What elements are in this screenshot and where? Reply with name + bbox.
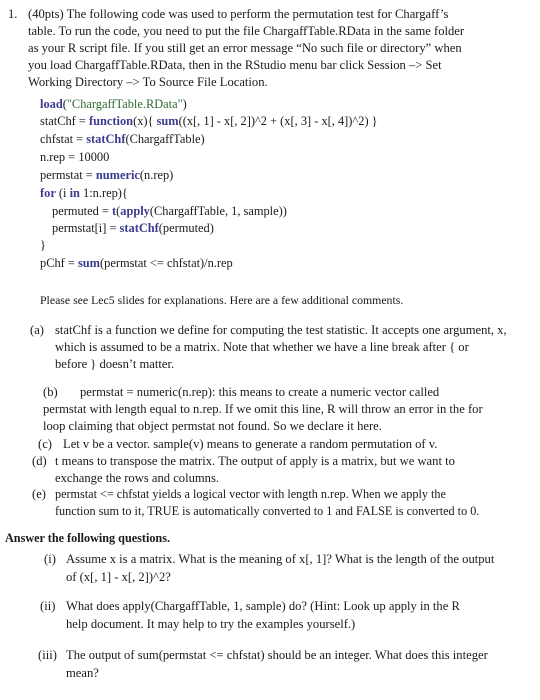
comment-a-line: before } doesn’t matter. bbox=[55, 357, 175, 371]
answer-ii-line: What does apply(ChargaffTable, 1, sample) do? (Hint: Look up apply in the R bbox=[66, 599, 460, 613]
code-line bbox=[40, 97, 187, 112]
comment-a-line: statChf is a function we define for computing the test statistic. It accepts one argument, x, bbox=[55, 323, 507, 337]
answer-iii-line: The output of sum(permstat <= chfstat) should be an integer. What does this integer bbox=[66, 648, 488, 662]
code-token: (permstat <= chfstat)/n.rep bbox=[100, 256, 233, 270]
comment-e-label: (e) bbox=[32, 487, 46, 501]
code-line bbox=[52, 221, 214, 236]
code-token: ( bbox=[116, 204, 121, 218]
code-token: (permuted) bbox=[158, 221, 214, 235]
code-token: (ChargaffTable, 1, sample)) bbox=[149, 204, 287, 218]
code-line bbox=[52, 204, 287, 219]
answer-heading: Answer the following questions. bbox=[5, 531, 171, 545]
code-token: sum bbox=[156, 114, 179, 128]
comment-b-line: loop claiming that object permstat not found. So we declare it here. bbox=[43, 419, 382, 433]
comment-c-label: (c) bbox=[38, 437, 52, 451]
code-token: in bbox=[69, 186, 80, 200]
code-token: statChf bbox=[86, 132, 126, 146]
code-token: ( bbox=[62, 97, 67, 111]
code-token: statChf = bbox=[40, 114, 89, 128]
comment-b-label: (b) bbox=[43, 385, 58, 399]
comment-b-line: permstat = numeric(n.rep): this means to create a numeric vector called bbox=[80, 385, 440, 399]
answer-i-label: (i) bbox=[44, 552, 56, 566]
code-token: "ChargaffTable.RData" bbox=[66, 97, 183, 111]
intro-line: (40pts) The following code was used to perform the permutation test for Chargaff’s bbox=[28, 7, 449, 21]
answer-i-line: Assume x is a matrix. What is the meaning of x[, 1]? What is the length of the output bbox=[66, 552, 495, 566]
code-token: (x){ bbox=[133, 114, 157, 128]
comment-d-label: (d) bbox=[32, 454, 47, 468]
code-line bbox=[40, 114, 378, 129]
code-token: permuted = bbox=[52, 204, 112, 218]
answer-iii-line: mean? bbox=[66, 666, 99, 680]
code-line bbox=[40, 132, 205, 147]
code-token: 10000 bbox=[78, 150, 110, 164]
code-token: apply bbox=[120, 204, 150, 218]
code-token: } bbox=[40, 238, 46, 252]
code-line bbox=[40, 186, 128, 201]
lecture-note: Please see Lec5 slides for explanations. Here are a few additional comments. bbox=[40, 293, 404, 307]
code-token: ((x[, 1] - x[, 2])^2 + (x[, 3] - x[, 4])^2) } bbox=[178, 114, 378, 128]
comment-c-line: Let v be a vector. sample(v) means to generate a random permutation of v. bbox=[63, 437, 438, 451]
code-token: sum bbox=[77, 256, 101, 270]
answer-i-line: of (x[, 1] - x[, 2])^2? bbox=[66, 570, 171, 584]
code-token: pChf = bbox=[40, 256, 78, 270]
code-token: 1:n.rep){ bbox=[79, 186, 128, 200]
answer-iii-label: (iii) bbox=[38, 648, 57, 662]
intro-line: Working Directory –> To Source File Location. bbox=[28, 75, 268, 89]
code-line bbox=[40, 150, 109, 165]
comment-b-line: permstat with length equal to n.rep. If we omit this line, R will throw an error in the for bbox=[43, 402, 483, 416]
comment-a-label: (a) bbox=[30, 323, 44, 337]
comment-d-line: exchange the rows and columns. bbox=[55, 471, 220, 485]
code-token: (i bbox=[55, 186, 70, 200]
code-line bbox=[40, 238, 46, 253]
question-number: 1. bbox=[8, 7, 18, 21]
code-line bbox=[40, 168, 173, 183]
code-token: function bbox=[88, 114, 134, 128]
answer-ii-label: (ii) bbox=[40, 599, 56, 613]
comment-e-line: function sum to it, TRUE is automatically converted to 1 and FALSE is converted to 0. bbox=[55, 504, 480, 518]
code-line bbox=[40, 256, 233, 271]
comment-e-line: permstat <= chfstat yields a logical vector with length n.rep. When we apply the bbox=[55, 487, 446, 501]
code-token: (n.rep) bbox=[139, 168, 174, 182]
code-token: permstat[i] = bbox=[52, 221, 120, 235]
code-token: numeric bbox=[95, 168, 140, 182]
intro-line: as your R script file. If you still get an error message “No such file or directory” when bbox=[28, 41, 462, 55]
answer-ii-line: help document. It may help to try the examples yourself.) bbox=[66, 617, 356, 631]
comment-a-line: which is assumed to be a matrix. Note that whether we have a line break after { or bbox=[55, 340, 469, 354]
code-token: n.rep = bbox=[40, 150, 79, 164]
code-token: for bbox=[40, 186, 56, 200]
intro-line: table. To run the code, you need to put the file ChargaffTable.RData in the same folder bbox=[28, 24, 465, 38]
intro-line: you load ChargaffTable.RData, then in the RStudio menu bar click Session –> Set bbox=[28, 58, 442, 72]
code-token: chfstat = bbox=[40, 132, 87, 146]
code-token: t bbox=[111, 204, 117, 218]
code-token: statChf bbox=[119, 221, 159, 235]
code-token: ) bbox=[182, 97, 187, 111]
code-token: load bbox=[40, 97, 63, 111]
code-token: (ChargaffTable) bbox=[125, 132, 205, 146]
code-token: permstat = bbox=[40, 168, 96, 182]
comment-d-line: t means to transpose the matrix. The output of apply is a matrix, but we want to bbox=[55, 454, 455, 468]
